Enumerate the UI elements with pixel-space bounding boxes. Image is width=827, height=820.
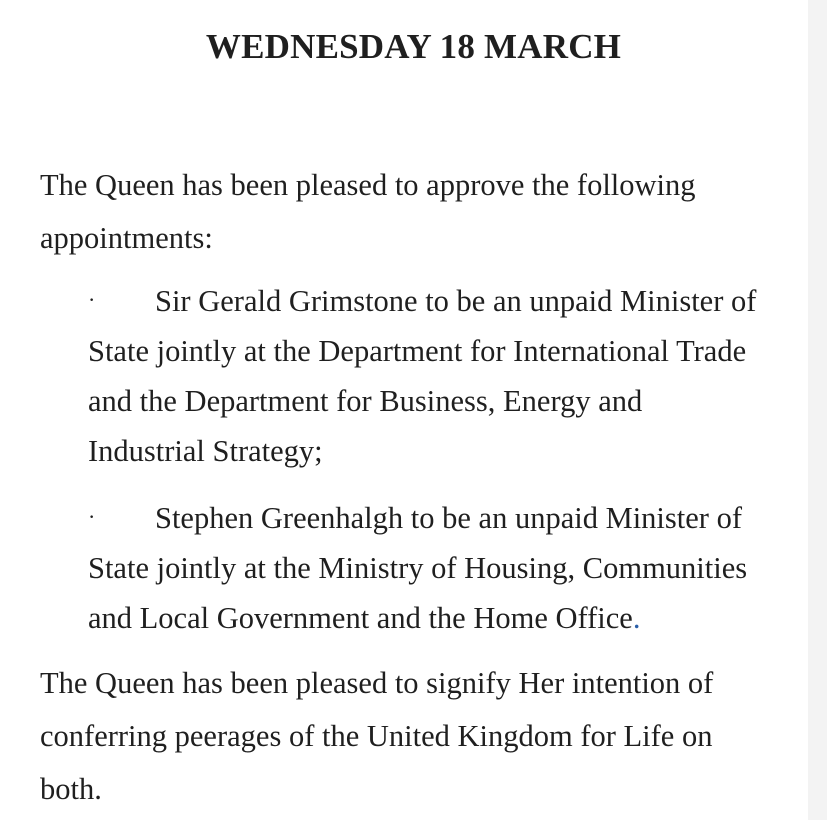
bullet-end-punctuation: . bbox=[632, 601, 641, 635]
bullet-text: and the Department for Business, Energy and bbox=[88, 384, 643, 418]
bullet-marker: · bbox=[88, 287, 96, 312]
bullet-marker: · bbox=[88, 504, 96, 529]
bullet-first-line bbox=[88, 275, 756, 326]
bullet-last-line bbox=[88, 593, 747, 643]
bullet-first-line bbox=[88, 492, 747, 543]
closing-line: The Queen has been pleased to signify Her intention of bbox=[40, 666, 714, 700]
appointment-item-grimstone bbox=[88, 275, 756, 476]
bullet-text: Industrial Strategy; bbox=[88, 434, 323, 468]
bullet-text: State jointly at the Ministry of Housing, Communities bbox=[88, 551, 748, 585]
closing-line: both. bbox=[40, 772, 102, 806]
appointment-item-greenhalgh bbox=[88, 492, 747, 643]
bullet-text: State jointly at the Department for International Trade bbox=[88, 334, 747, 368]
bullet-text: Sir Gerald Grimstone to be an unpaid Minister of bbox=[155, 284, 757, 318]
intro-paragraph bbox=[40, 159, 696, 265]
bullet-text: Stephen Greenhalgh to be an unpaid Minister of bbox=[155, 501, 742, 535]
closing-paragraph bbox=[40, 657, 713, 816]
closing-line: conferring peerages of the United Kingdom for Life on bbox=[40, 719, 713, 753]
intro-line: appointments: bbox=[40, 221, 213, 255]
bullet-text: and Local Government and the Home Office bbox=[88, 601, 633, 635]
page-title: WEDNESDAY 18 MARCH bbox=[205, 27, 622, 66]
intro-line: The Queen has been pleased to approve the following bbox=[40, 168, 696, 202]
